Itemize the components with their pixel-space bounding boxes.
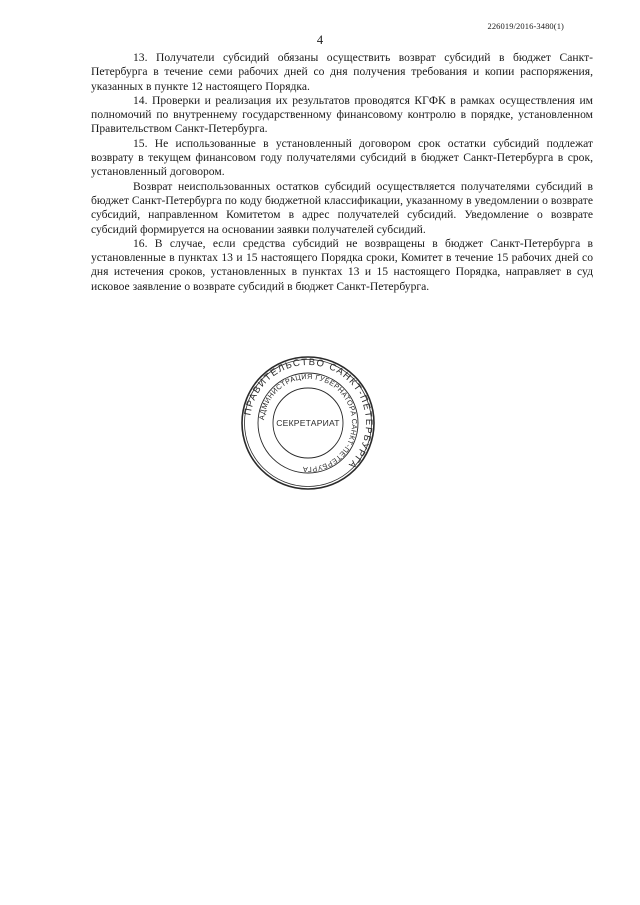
- paragraph-13: 13. Получатели субсидий обязаны осуществить возврат субсидий в бюджет Санкт-Петербурга в течение семи рабочих дней со дня получения требования и копии распоряжения, указанных в пункте 12 настоящего Порядка.: [91, 51, 593, 93]
- document-number: 226019/2016-3480(1): [487, 21, 564, 31]
- official-seal-stamp: [240, 356, 376, 490]
- document-body: [91, 51, 593, 294]
- paragraph-15-return: Возврат неиспользованных остатков субсидий осуществляется получателями субсидий в бюджет Санкт-Петербурга по коду бюджетной классификации, указанному в уведомлении о возврате субсидий, направленном Комитетом в адрес получателей субсидий. Уведомление о возврате субсидий формируется на основании заявки получателей субсидий.: [91, 179, 593, 236]
- seal-center-text: СЕКРЕТАРИАТ: [276, 418, 340, 428]
- page-number: 4: [316, 33, 324, 47]
- paragraph-15: 15. Не использованные в установленный договором срок остатки субсидий подлежат возврату в текущем финансовом году получателями субсидий в бюджет Санкт-Петербурга в срок, установленный договором.: [91, 136, 593, 179]
- seal-inner-text: АДМИНИСТРАЦИЯ ГУБЕРНАТОРА САНКТ-ПЕТЕРБУРГА: [257, 371, 360, 475]
- paragraph-14: 14. Проверки и реализация их результатов проводятся КГФК в рамках осуществления им полномочий по внутреннему государственному финансовому контролю в порядке, установленном Правительством Санкт-Петербурга.: [91, 93, 593, 136]
- paragraph-16: 16. В случае, если средства субсидий не возвращены в бюджет Санкт-Петербурга в установленные в пунктах 13 и 15 настоящего Порядка сроки, Комитет в течение 15 рабочих дней со дня истечения сроков, установленных в пунктах 13 и 15 настоящего Порядка, направляет в суд исковое заявление о возврате субсидий в бюджет Санкт-Петербурга.: [91, 236, 593, 293]
- seal-outer-text: ПРАВИТЕЛЬСТВО САНКТ-ПЕТЕРБУРГА: [242, 356, 375, 472]
